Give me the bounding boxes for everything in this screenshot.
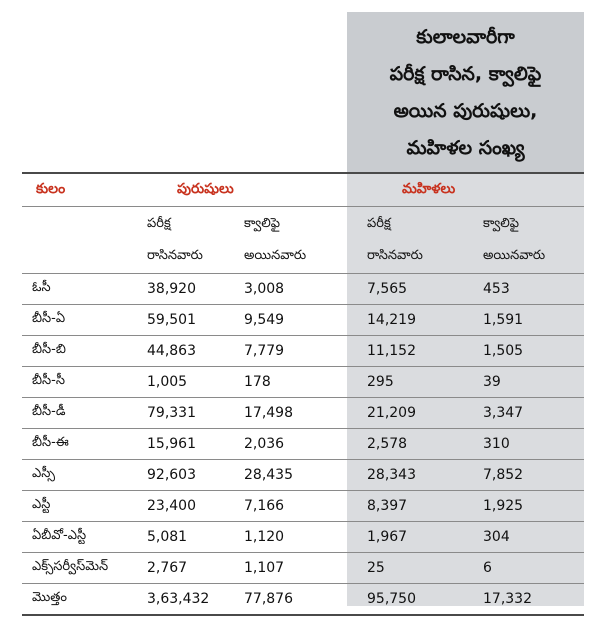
- cell-caste: ఎస్టీ: [22, 491, 127, 522]
- cell-women-qualified: 1,591: [463, 305, 584, 336]
- header-women: మహిళలు: [347, 173, 584, 207]
- cell-women-wrote: 95,750: [347, 584, 463, 616]
- table-row: [22, 398, 584, 429]
- cell-men-wrote: 79,331: [127, 398, 224, 429]
- cell-women-qualified: 304: [463, 522, 584, 553]
- cell-caste: బీసీ-ఏ: [22, 305, 127, 336]
- table-row: [22, 336, 584, 367]
- subheader-women-qualified-1: క్వాలిఫై: [483, 216, 519, 231]
- subheader-row-1: [22, 207, 584, 241]
- cell-caste: బీసీ-బి: [22, 336, 127, 367]
- cell-caste: బీసీ-సీ: [22, 367, 127, 398]
- cell-women-wrote: 11,152: [347, 336, 463, 367]
- subheader-men-wrote-1: పరీక్ష: [147, 216, 171, 231]
- cell-women-wrote: 2,578: [347, 429, 463, 460]
- table-header-row: [22, 173, 584, 207]
- table-row: [22, 429, 584, 460]
- cell-women-qualified: 310: [463, 429, 584, 460]
- cell-men-qualified: 3,008: [224, 274, 347, 305]
- cell-women-wrote: 21,209: [347, 398, 463, 429]
- page-title: కులాలవారీగా పరీక్ష రాసిన, క్వాలిఫై అయిన పురుషులు, మహిళల సంఖ్య: [389, 26, 542, 159]
- table-row: [22, 522, 584, 553]
- cell-men-qualified: 1,120: [224, 522, 347, 553]
- header-men: పురుషులు: [127, 173, 347, 207]
- cell-men-wrote: 44,863: [127, 336, 224, 367]
- cell-men-qualified: 77,876: [224, 584, 347, 616]
- cell-women-qualified: 1,505: [463, 336, 584, 367]
- cell-men-wrote: 15,961: [127, 429, 224, 460]
- cell-women-wrote: 7,565: [347, 274, 463, 305]
- cell-women-qualified: 17,332: [463, 584, 584, 616]
- cell-caste: బీసీ-డీ: [22, 398, 127, 429]
- cell-women-wrote: 28,343: [347, 460, 463, 491]
- subheader-men-qualified-1: క్వాలిఫై: [244, 216, 280, 231]
- cell-women-wrote: 1,967: [347, 522, 463, 553]
- subheader-row-2: [22, 240, 584, 274]
- cell-caste: ఓసీ: [22, 274, 127, 305]
- table-row: [22, 367, 584, 398]
- subheader-women-qualified-2: అయినవారు: [483, 247, 546, 263]
- subheader-women-wrote-1: పరీక్ష: [367, 216, 391, 231]
- cell-caste: ఏబీవో-ఎస్టీ: [22, 522, 127, 553]
- cell-men-qualified: 7,779: [224, 336, 347, 367]
- cell-men-wrote: 38,920: [127, 274, 224, 305]
- cell-women-wrote: 295: [347, 367, 463, 398]
- cell-men-wrote: 23,400: [127, 491, 224, 522]
- table-row: [22, 491, 584, 522]
- subheader-women-wrote-2: రాసినవారు: [367, 247, 423, 263]
- cell-men-wrote: 3,63,432: [127, 584, 224, 616]
- cell-men-qualified: 28,435: [224, 460, 347, 491]
- caste-table-container: [22, 172, 584, 616]
- table-row: [22, 274, 584, 305]
- cell-men-wrote: 59,501: [127, 305, 224, 336]
- caste-table: [22, 172, 584, 616]
- cell-caste: మొత్తం: [22, 584, 127, 616]
- cell-men-qualified: 1,107: [224, 553, 347, 584]
- cell-men-qualified: 2,036: [224, 429, 347, 460]
- cell-women-qualified: 6: [463, 553, 584, 584]
- cell-caste: బీసీ-ఈ: [22, 429, 127, 460]
- title-box: [347, 12, 584, 172]
- cell-men-wrote: 92,603: [127, 460, 224, 491]
- cell-women-wrote: 8,397: [347, 491, 463, 522]
- cell-women-wrote: 14,219: [347, 305, 463, 336]
- cell-men-qualified: 9,549: [224, 305, 347, 336]
- table-row: [22, 305, 584, 336]
- cell-caste: ఎక్స్‌సర్వీస్‌మెన్: [22, 553, 127, 584]
- cell-men-wrote: 2,767: [127, 553, 224, 584]
- cell-men-qualified: 7,166: [224, 491, 347, 522]
- table-row: [22, 584, 584, 616]
- cell-women-wrote: 25: [347, 553, 463, 584]
- cell-women-qualified: 7,852: [463, 460, 584, 491]
- subheader-men-wrote-2: రాసినవారు: [147, 247, 203, 263]
- table-row: [22, 553, 584, 584]
- subheader-blank: [22, 207, 127, 241]
- header-caste: కులం: [22, 173, 127, 207]
- subheader-men-qualified-2: అయినవారు: [244, 247, 307, 263]
- cell-women-qualified: 1,925: [463, 491, 584, 522]
- table-row: [22, 460, 584, 491]
- subheader-blank: [22, 240, 127, 274]
- cell-caste: ఎస్సీ: [22, 460, 127, 491]
- cell-men-wrote: 1,005: [127, 367, 224, 398]
- cell-men-qualified: 17,498: [224, 398, 347, 429]
- cell-men-qualified: 178: [224, 367, 347, 398]
- cell-women-qualified: 3,347: [463, 398, 584, 429]
- cell-women-qualified: 453: [463, 274, 584, 305]
- cell-women-qualified: 39: [463, 367, 584, 398]
- cell-men-wrote: 5,081: [127, 522, 224, 553]
